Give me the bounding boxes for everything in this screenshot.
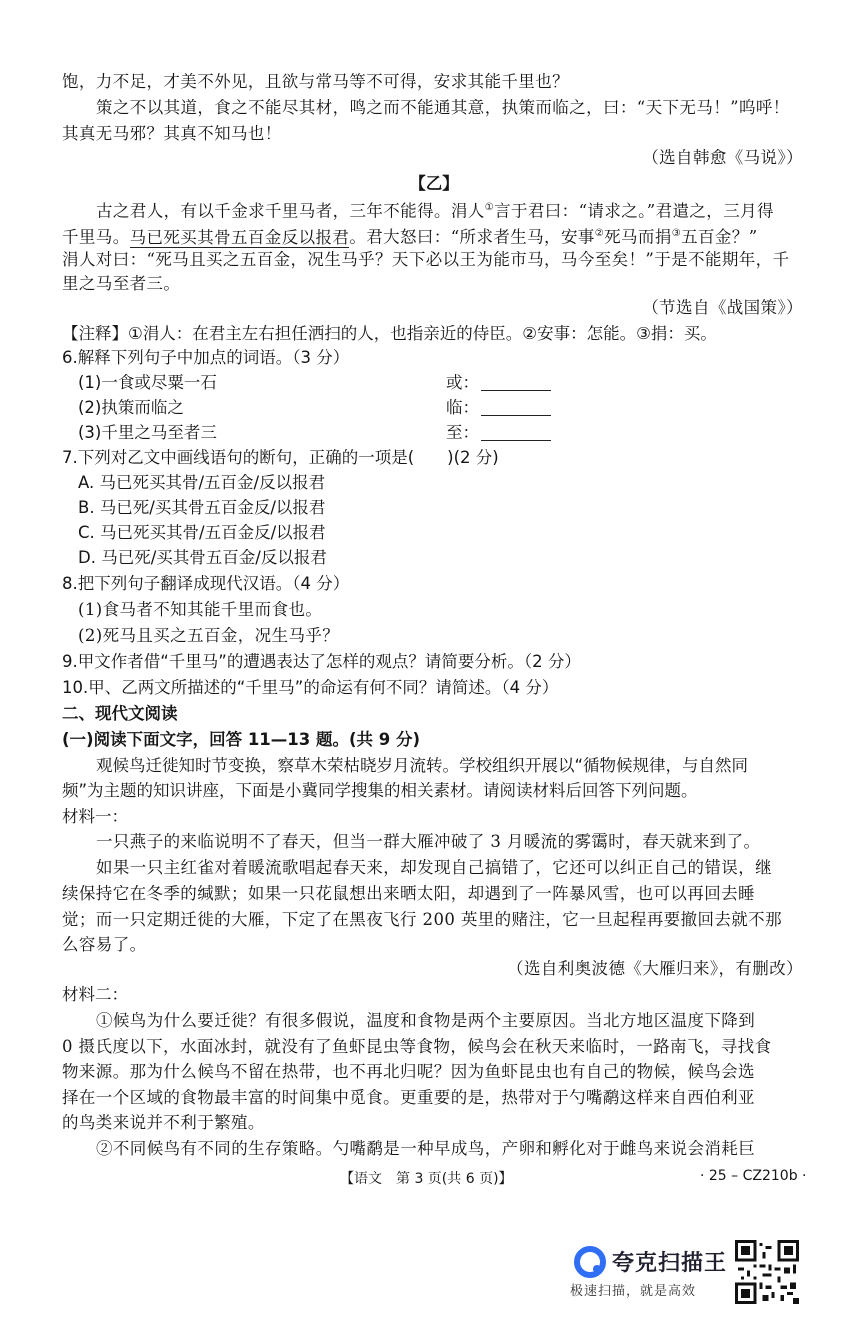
text-line: 物来源。那为什么候鸟不留在热带，也不再北归呢？因为鱼虾昆虫也有自己的物候，候鸟会选 xyxy=(62,1062,755,1081)
text-line: 观候鸟迁徙知时节变换，察草木荣枯晓岁月流转。学校组织开展以“循物候规律，与自然同 xyxy=(96,756,749,775)
watermark-title: 夸克扫描王 xyxy=(612,1251,728,1276)
answer-blank[interactable]: 至： xyxy=(446,421,551,445)
question-item: (3)千里之马至者三 xyxy=(78,423,217,442)
source-citation: （节选自《战国策》） xyxy=(642,298,803,317)
question-6: 6.解释下列句子中加点的词语。（3 分） xyxy=(62,348,350,367)
text-line: 如果一只主红雀对着暖流歌唱起春天来，却发现自己搞错了，它还可以纠正自己的错误，继 xyxy=(96,858,772,877)
text-line: 古之君人，有以千金求千里马者，三年不能得。涓人①言于君曰：“请求之。”君遣之，三月得 xyxy=(96,201,774,221)
page-footer: 【语文 第 3 页(共 6 页)】 xyxy=(340,1171,513,1187)
option-a[interactable]: A. 马已死买其骨/五百金/反以报君 xyxy=(78,473,326,492)
text-line: 择在一个区域的食物最丰富的时间集中觅食。更重要的是，热带对于勺嘴鹬这样来自西伯利亚 xyxy=(62,1088,755,1107)
text-line: 千里马。马已死买其骨五百金反以报君。君大怒曰：“所求者生马，安事②死马而捐③五百金？” xyxy=(62,227,758,247)
answer-blank[interactable]: 或： xyxy=(446,371,551,395)
text-line: ①候鸟为什么要迁徙？有很多假说，温度和食物是两个主要原因。当北方地区温度下降到 xyxy=(96,1011,756,1030)
quark-logo-icon xyxy=(572,1244,608,1280)
option-c[interactable]: C. 马已死买其骨/五百金反/以报君 xyxy=(78,523,326,542)
text-line: ②不同候鸟有不同的生存策略。勺嘴鹬是一种早成鸟，产卵和孵化对于雌鸟来说会消耗巨 xyxy=(96,1139,756,1158)
question-item: (2)执策而临之 xyxy=(78,398,184,417)
text-line: 饱，力不足，才美不外见，且欲与常马等不可得，安求其能千里也？ xyxy=(62,72,569,91)
exam-code: · 25 – CZ210b · xyxy=(700,1168,807,1184)
watermark-subtitle: 极速扫描，就是高效 xyxy=(570,1284,697,1299)
text-line: 续保持它在冬季的缄默；如果一只花鼠想出来晒太阳，却遇到了一阵暴风雪，也可以再回去睡 xyxy=(62,884,755,903)
question-7: 7.下列对乙文中画线语句的断句，正确的一项是( )(2 分) xyxy=(62,448,499,467)
text-line: 里之马至者三。 xyxy=(62,274,181,293)
source-citation: （选自韩愈《马说》） xyxy=(642,148,803,167)
text-line: 一只燕子的来临说明不了春天，但当一群大雁冲破了 3 月暖流的雾霭时，春天就来到了。 xyxy=(96,832,761,851)
text-line: 涓人对曰：“死马且买之五百金，况生马乎？天下必以王为能市马，马今至矣！”于是不能期年，千 xyxy=(62,250,790,269)
text-line: 频”为主题的知识讲座，下面是小冀同学搜集的相关素材。请阅读材料后回答下列问题。 xyxy=(62,781,698,800)
scanner-watermark xyxy=(570,1240,860,1310)
question-item: (2)死马且买之五百金，况生马乎？ xyxy=(78,626,340,645)
question-9: 9.甲文作者借“千里马”的遭遇表达了怎样的观点？请简要分析。（2 分） xyxy=(62,652,581,671)
section-heading-yi: 【乙】 xyxy=(409,174,459,193)
option-b[interactable]: B. 马已死/买其骨五百金反/以报君 xyxy=(78,498,326,517)
annotation-note: 【注释】①涓人：在君主左右担任洒扫的人，也指亲近的侍臣。②安事：怎能。③捐：买。 xyxy=(62,324,717,343)
subsection-heading: (一)阅读下面文字，回答 11—13 题。(共 9 分) xyxy=(62,730,421,749)
text-line: 么容易了。 xyxy=(62,935,147,954)
material-label: 材料一： xyxy=(62,807,128,826)
underlined-sentence: 马已死买其骨五百金反以报君 xyxy=(129,227,350,247)
section-heading: 二、现代文阅读 xyxy=(62,704,178,723)
question-item: (1)一食或尽粟一石 xyxy=(78,373,217,392)
question-10: 10.甲、乙两文所描述的“千里马”的命运有何不同？请简述。（4 分） xyxy=(62,678,559,697)
text-line: 的鸟类来说并不利于繁殖。 xyxy=(62,1113,265,1132)
option-d[interactable]: D. 马已死/买其骨五百金/反以报君 xyxy=(78,548,327,567)
source-citation: （选自利奥波德《大雁归来》，有删改） xyxy=(507,959,803,978)
qr-code-icon xyxy=(735,1240,799,1304)
text-line: 其真无马邪？其真不知马也！ xyxy=(62,124,282,143)
answer-blank[interactable]: 临： xyxy=(446,396,551,420)
question-item: (1)食马者不知其能千里而食也。 xyxy=(78,600,323,619)
question-8: 8.把下列句子翻译成现代汉语。（4 分） xyxy=(62,574,350,593)
text-line: 觉；而一只定期迁徙的大雁，下定了在黑夜飞行 200 英里的赌注，它一旦起程再要撤回去就不那 xyxy=(62,910,782,929)
footnote-marker: ① xyxy=(484,202,495,213)
material-label: 材料二： xyxy=(62,985,128,1004)
text-line: 0 摄氏度以下，水面冰封，就没有了鱼虾昆虫等食物，候鸟会在秋天来临时，一路南飞，寻找食 xyxy=(62,1037,772,1056)
text-line: 策之不以其道，食之不能尽其材，鸣之而不能通其意，执策而临之，曰：“天下无马！”呜呼！ xyxy=(96,98,790,117)
